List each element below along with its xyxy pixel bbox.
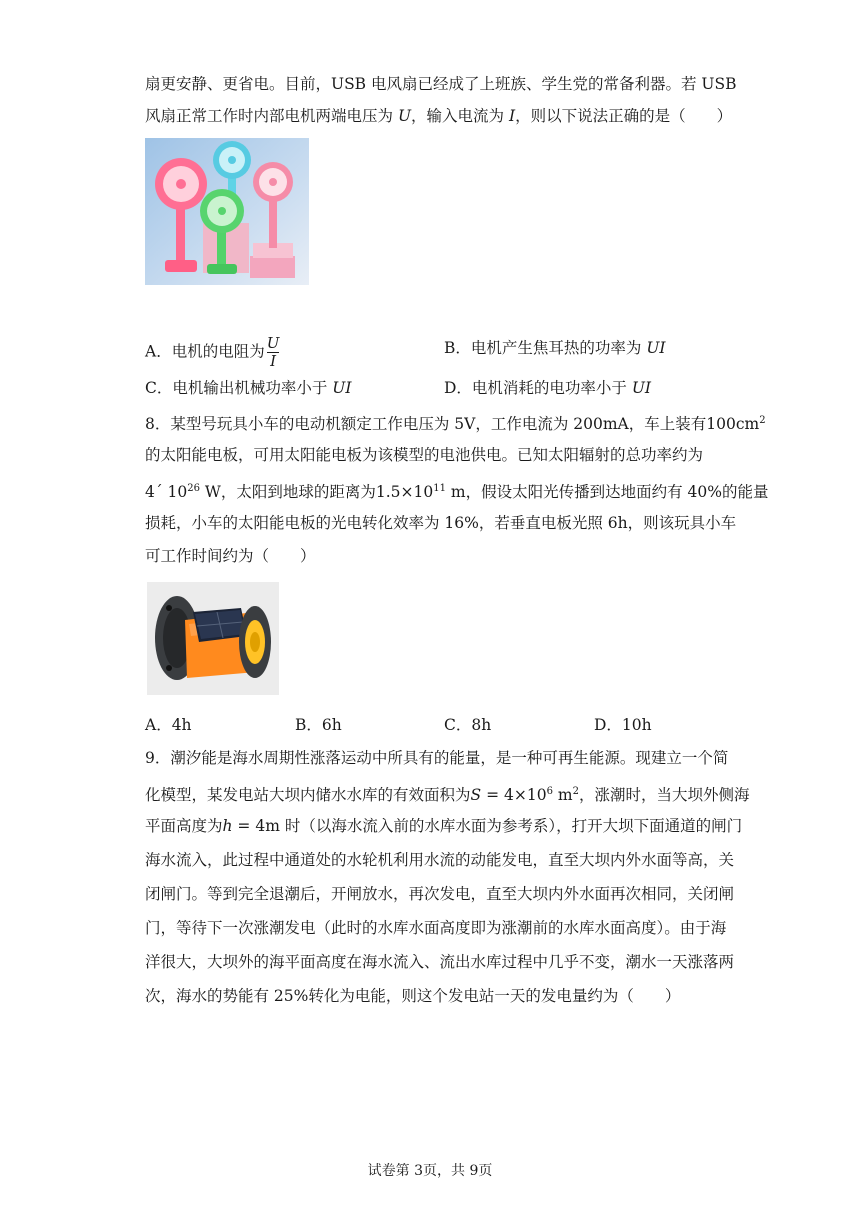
q8-option-c[interactable]: C．8h bbox=[444, 716, 492, 734]
q7-stem-line-1: 扇更安静、更省电。目前，USB 电风扇已经成了上班族、学生党的常备利器。若 USB bbox=[145, 75, 737, 93]
page-footer: 试卷第 3页，共 9页 bbox=[367, 1163, 493, 1179]
q9-stem-line-8: 次，海水的势能有 25%转化为电能，则这个发电站一天的发电量约为（ ） bbox=[145, 987, 681, 1005]
q9-stem-line-5: 闭闸门。等到完全退潮后，开闸放水，再次发电，直至大坝内外水面再次相同，关闭闸 bbox=[145, 885, 735, 903]
usb-fan-photo bbox=[145, 138, 309, 285]
q8-stem-line-3: 4´ $10^{26}$ W，太阳到地球的距离为$1.5\times 10^{11}$ m，假设太阳光传播到达地面约有 40%的能量 bbox=[145, 483, 769, 501]
q7-option-d[interactable]: D．电机消耗的电功率小于 UI bbox=[444, 379, 652, 397]
q8-stem-line-2: 的太阳能电板，可用太阳能电板为该模型的电池供电。已知太阳辐射的总功率约为 bbox=[145, 446, 704, 464]
q8-option-b[interactable]: B．6h bbox=[295, 716, 342, 734]
q8-stem-line-4: 损耗，小车的太阳能电板的光电转化效率为 16%，若垂直电板光照 6h，则该玩具小车 bbox=[145, 514, 737, 532]
q9-stem-line-2: 化模型，某发电站大坝内储水水库的有效面积为$S = 4\times 10^6$ $m^2$，涨潮时，当大坝外侧海 bbox=[145, 786, 750, 804]
q8-stem-line-5: 可工作时间约为（ ） bbox=[145, 547, 316, 565]
q7-stem-line-2: 风扇正常工作时内部电机两端电压为 U，输入电流为 I，则以下说法正确的是（ ） bbox=[145, 107, 733, 125]
fraction-u-over-i: $\frac{U}{I}$ bbox=[266, 334, 280, 370]
q8-stem-line-1: 8．某型号玩具小车的电动机额定工作电压为 5V，工作电流为 200mA，车上装有$100cm^2$ bbox=[145, 415, 766, 433]
q8-option-a[interactable]: A．4h bbox=[145, 716, 192, 734]
q7-option-b[interactable]: B．电机产生焦耳热的功率为 UI bbox=[444, 339, 666, 357]
q9-stem-line-1: 9．潮汐能是海水周期性涨落运动中所具有的能量，是一种可再生能源。现建立一个简 bbox=[145, 749, 729, 767]
q9-stem-line-4: 海水流入，此过程中通道处的水轮机利用水流的动能发电，直至大坝内外水面等高，关 bbox=[145, 851, 735, 869]
q9-stem-line-3: 平面高度为h = 4m 时（以海水流入前的水库水面为参考系），打开大坝下面通道的闸门 bbox=[145, 817, 743, 835]
q9-stem-line-7: 洋很大，大坝外的海平面高度在海水流入、流出水库过程中几乎不变，潮水一天涨落两 bbox=[145, 953, 735, 971]
q7-option-c[interactable]: C．电机输出机械功率小于 UI bbox=[145, 379, 352, 397]
q7-option-a[interactable]: A．电机的电阻为 $\frac{U}{I}$ bbox=[145, 334, 280, 370]
solar-toy-car-photo bbox=[147, 582, 279, 695]
q8-option-d[interactable]: D．10h bbox=[594, 716, 652, 734]
q9-stem-line-6: 门，等待下一次涨潮发电（此时的水库水面高度即为涨潮前的水库水面高度）。由于海 bbox=[145, 919, 727, 937]
